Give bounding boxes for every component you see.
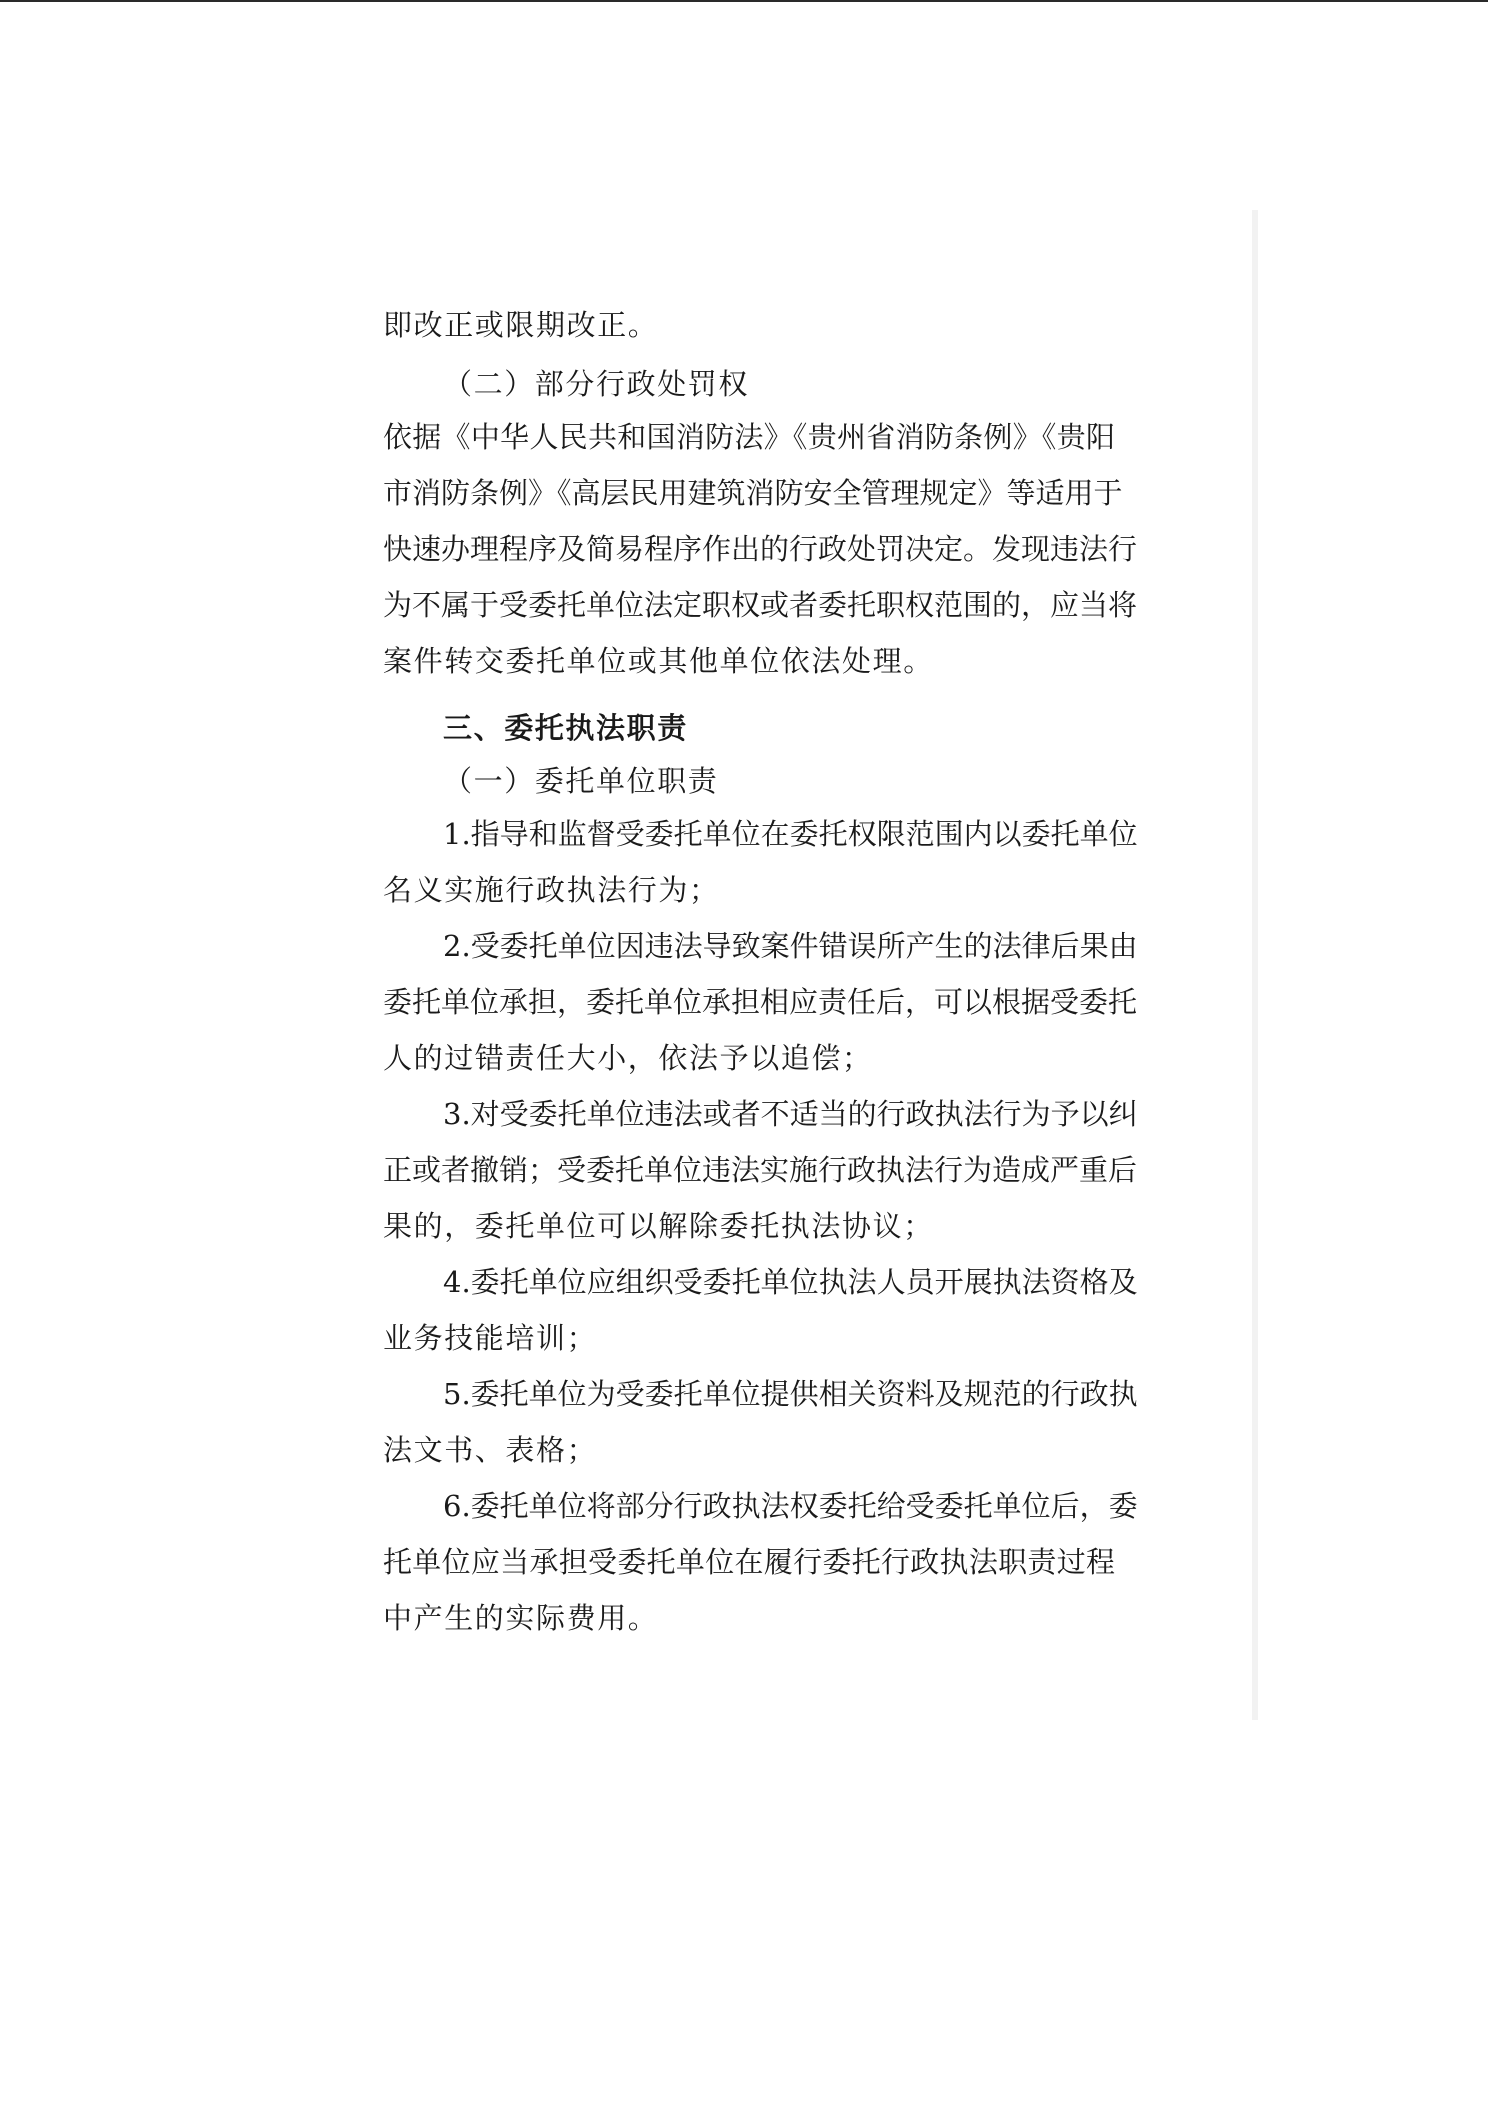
subsection-heading: （二）部分行政处罚权: [443, 367, 750, 401]
scan-shadow-right: [1252, 210, 1258, 1720]
paragraph-line: 即改正或限期改正。: [383, 308, 659, 342]
paragraph-line: 依据《中华人民共和国消防法》《贵州省消防条例》《贵阳: [383, 420, 1115, 454]
paragraph-line: 案件转交委托单位或其他单位依法处理。: [383, 644, 934, 678]
paragraph-line: 托单位应当承担受委托单位在履行委托行政执法职责过程: [383, 1545, 1115, 1579]
paragraph-line: 快速办理程序及简易程序作出的行政处罚决定。发现违法行: [383, 532, 1138, 566]
paragraph-line: 中产生的实际费用。: [383, 1601, 659, 1635]
paragraph-line: 1.指导和监督受委托单位在委托权限范围内以委托单位: [443, 817, 1138, 851]
scan-top-edge: [0, 0, 1488, 2]
paragraph-line: 3.对受委托单位违法或者不适当的行政执法行为予以纠: [443, 1097, 1138, 1131]
paragraph-line: 果的，委托单位可以解除委托执法协议；: [383, 1209, 934, 1243]
paragraph-line: 人的过错责任大小，依法予以追偿；: [383, 1041, 873, 1075]
paragraph-line: 2.受委托单位因违法导致案件错误所产生的法律后果由: [443, 929, 1138, 963]
paragraph-line: 6.委托单位将部分行政执法权委托给受委托单位后，委: [443, 1489, 1138, 1523]
paragraph-line: 4.委托单位应组织受委托单位执法人员开展执法资格及: [443, 1265, 1138, 1299]
section-heading: 三、委托执法职责: [443, 711, 688, 745]
subsection-heading: （一）委托单位职责: [443, 764, 719, 798]
paragraph-line: 名义实施行政执法行为；: [383, 873, 720, 907]
paragraph-line: 市消防条例》《高层民用建筑消防安全管理规定》等适用于: [383, 476, 1123, 510]
paragraph-line: 业务技能培训；: [383, 1321, 598, 1355]
paragraph-line: 正或者撤销；受委托单位违法实施行政执法行为造成严重后: [383, 1153, 1138, 1187]
paragraph-line: 法文书、表格；: [383, 1433, 598, 1467]
paragraph-line: 委托单位承担，委托单位承担相应责任后，可以根据受委托: [383, 985, 1138, 1019]
paragraph-line: 为不属于受委托单位法定职权或者委托职权范围的，应当将: [383, 588, 1138, 622]
paragraph-line: 5.委托单位为受委托单位提供相关资料及规范的行政执: [443, 1377, 1138, 1411]
